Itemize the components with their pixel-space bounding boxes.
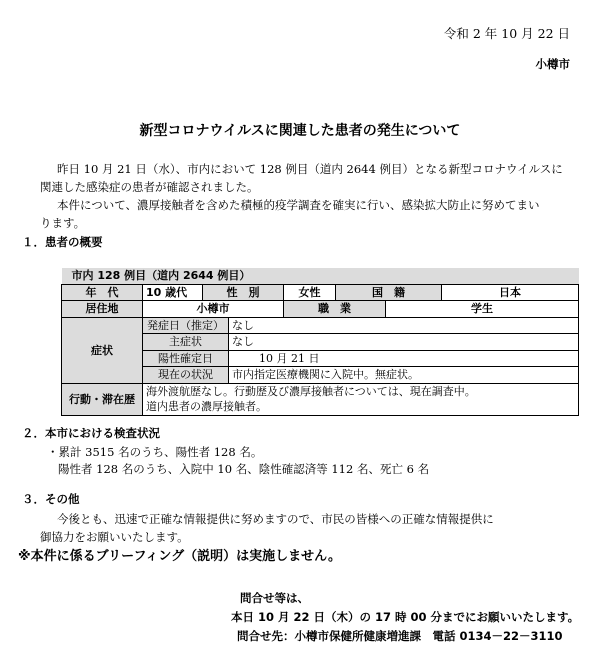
contact-details: 問合せ先：小樽市保健所健康増進課 電話 0134－22－3110 [237, 629, 563, 643]
main-symptom-value: なし [229, 334, 579, 351]
intro-paragraph-1-line-2: 関連した感染症の患者が確認されました。 [40, 180, 259, 194]
occupation-label: 職 業 [284, 301, 386, 318]
contact-intro: 問合せ等は、 [240, 591, 309, 605]
activity-history-line-2: 道内患者の濃厚接触者。 [143, 399, 579, 415]
testing-total-line: ・累計 3515 名のうち、陽性者 128 名。 [47, 445, 263, 459]
onset-date-label: 発症日（推定） [143, 317, 229, 334]
table-row [62, 317, 579, 334]
sex-label: 性 別 [203, 284, 284, 301]
document-title: 新型コロナウイルスに関連した患者の発生について [139, 123, 461, 139]
nationality-value: 日本 [442, 284, 579, 301]
residence-value: 小樽市 [143, 301, 284, 318]
section-3-heading: ３．その他 [22, 492, 80, 506]
table-row [62, 284, 579, 301]
main-symptom-label: 主症状 [143, 334, 229, 351]
positive-date-value: 10 月 21 日 [229, 350, 579, 367]
nationality-label: 国 籍 [336, 284, 442, 301]
age-value: 10 歳代 [143, 284, 203, 301]
current-status-value: 市内指定医療機関に入院中。無症状。 [229, 367, 579, 384]
table-row [62, 383, 579, 399]
briefing-notice: ※本件に係るブリーフィング（説明）は実施しません。 [18, 549, 341, 564]
table-caption-row [62, 268, 579, 284]
intro-paragraph-1-line-1: 昨日 10 月 21 日（水）、市内において 128 例目（道内 2644 例目）となる新型コロナウイルスに [57, 162, 563, 176]
residence-label: 居住地 [62, 301, 143, 318]
release-date: 令和 2 年 10 月 22 日 [443, 26, 570, 41]
section-2-heading: ２．本市における検査状況 [22, 426, 160, 440]
table-row [62, 301, 579, 318]
age-label: 年 代 [62, 284, 143, 301]
table-caption: 市内 128 例目（道内 2644 例目） [62, 268, 579, 284]
testing-breakdown-line: 陽性者 128 名のうち、入院中 10 名、陰性確認済等 112 名、死亡 6 名 [58, 462, 430, 476]
issuer-name: 小樽市 [535, 57, 570, 71]
current-status-label: 現在の状況 [143, 367, 229, 384]
sex-value: 女性 [284, 284, 336, 301]
other-line-1: 今後とも、迅速で正確な情報提供に努めますので、市民の皆様への正確な情報提供に [57, 512, 494, 526]
contact-deadline: 本日 10 月 22 日（木）の 17 時 00 分までにお願いいたします。 [231, 610, 580, 624]
section-1-heading: １．患者の概要 [22, 235, 103, 249]
intro-paragraph-2-line-2: ります。 [40, 216, 86, 230]
positive-date-label: 陽性確定日 [143, 350, 229, 367]
onset-date-value: なし [229, 317, 579, 334]
activity-history-label: 行動・滞在歴 [62, 383, 143, 415]
occupation-value: 学生 [386, 301, 579, 318]
symptoms-label: 症状 [62, 317, 143, 383]
other-line-2: 御協力をお願いいたします。 [40, 530, 189, 544]
intro-paragraph-2-line-1: 本件について、濃厚接触者を含めた積極的疫学調査を確実に行い、感染拡大防止に努めてまい [57, 198, 540, 212]
activity-history-line-1: 海外渡航歴なし。行動歴及び濃厚接触者については、現在調査中。 [143, 383, 579, 399]
patient-summary-table [61, 268, 579, 416]
